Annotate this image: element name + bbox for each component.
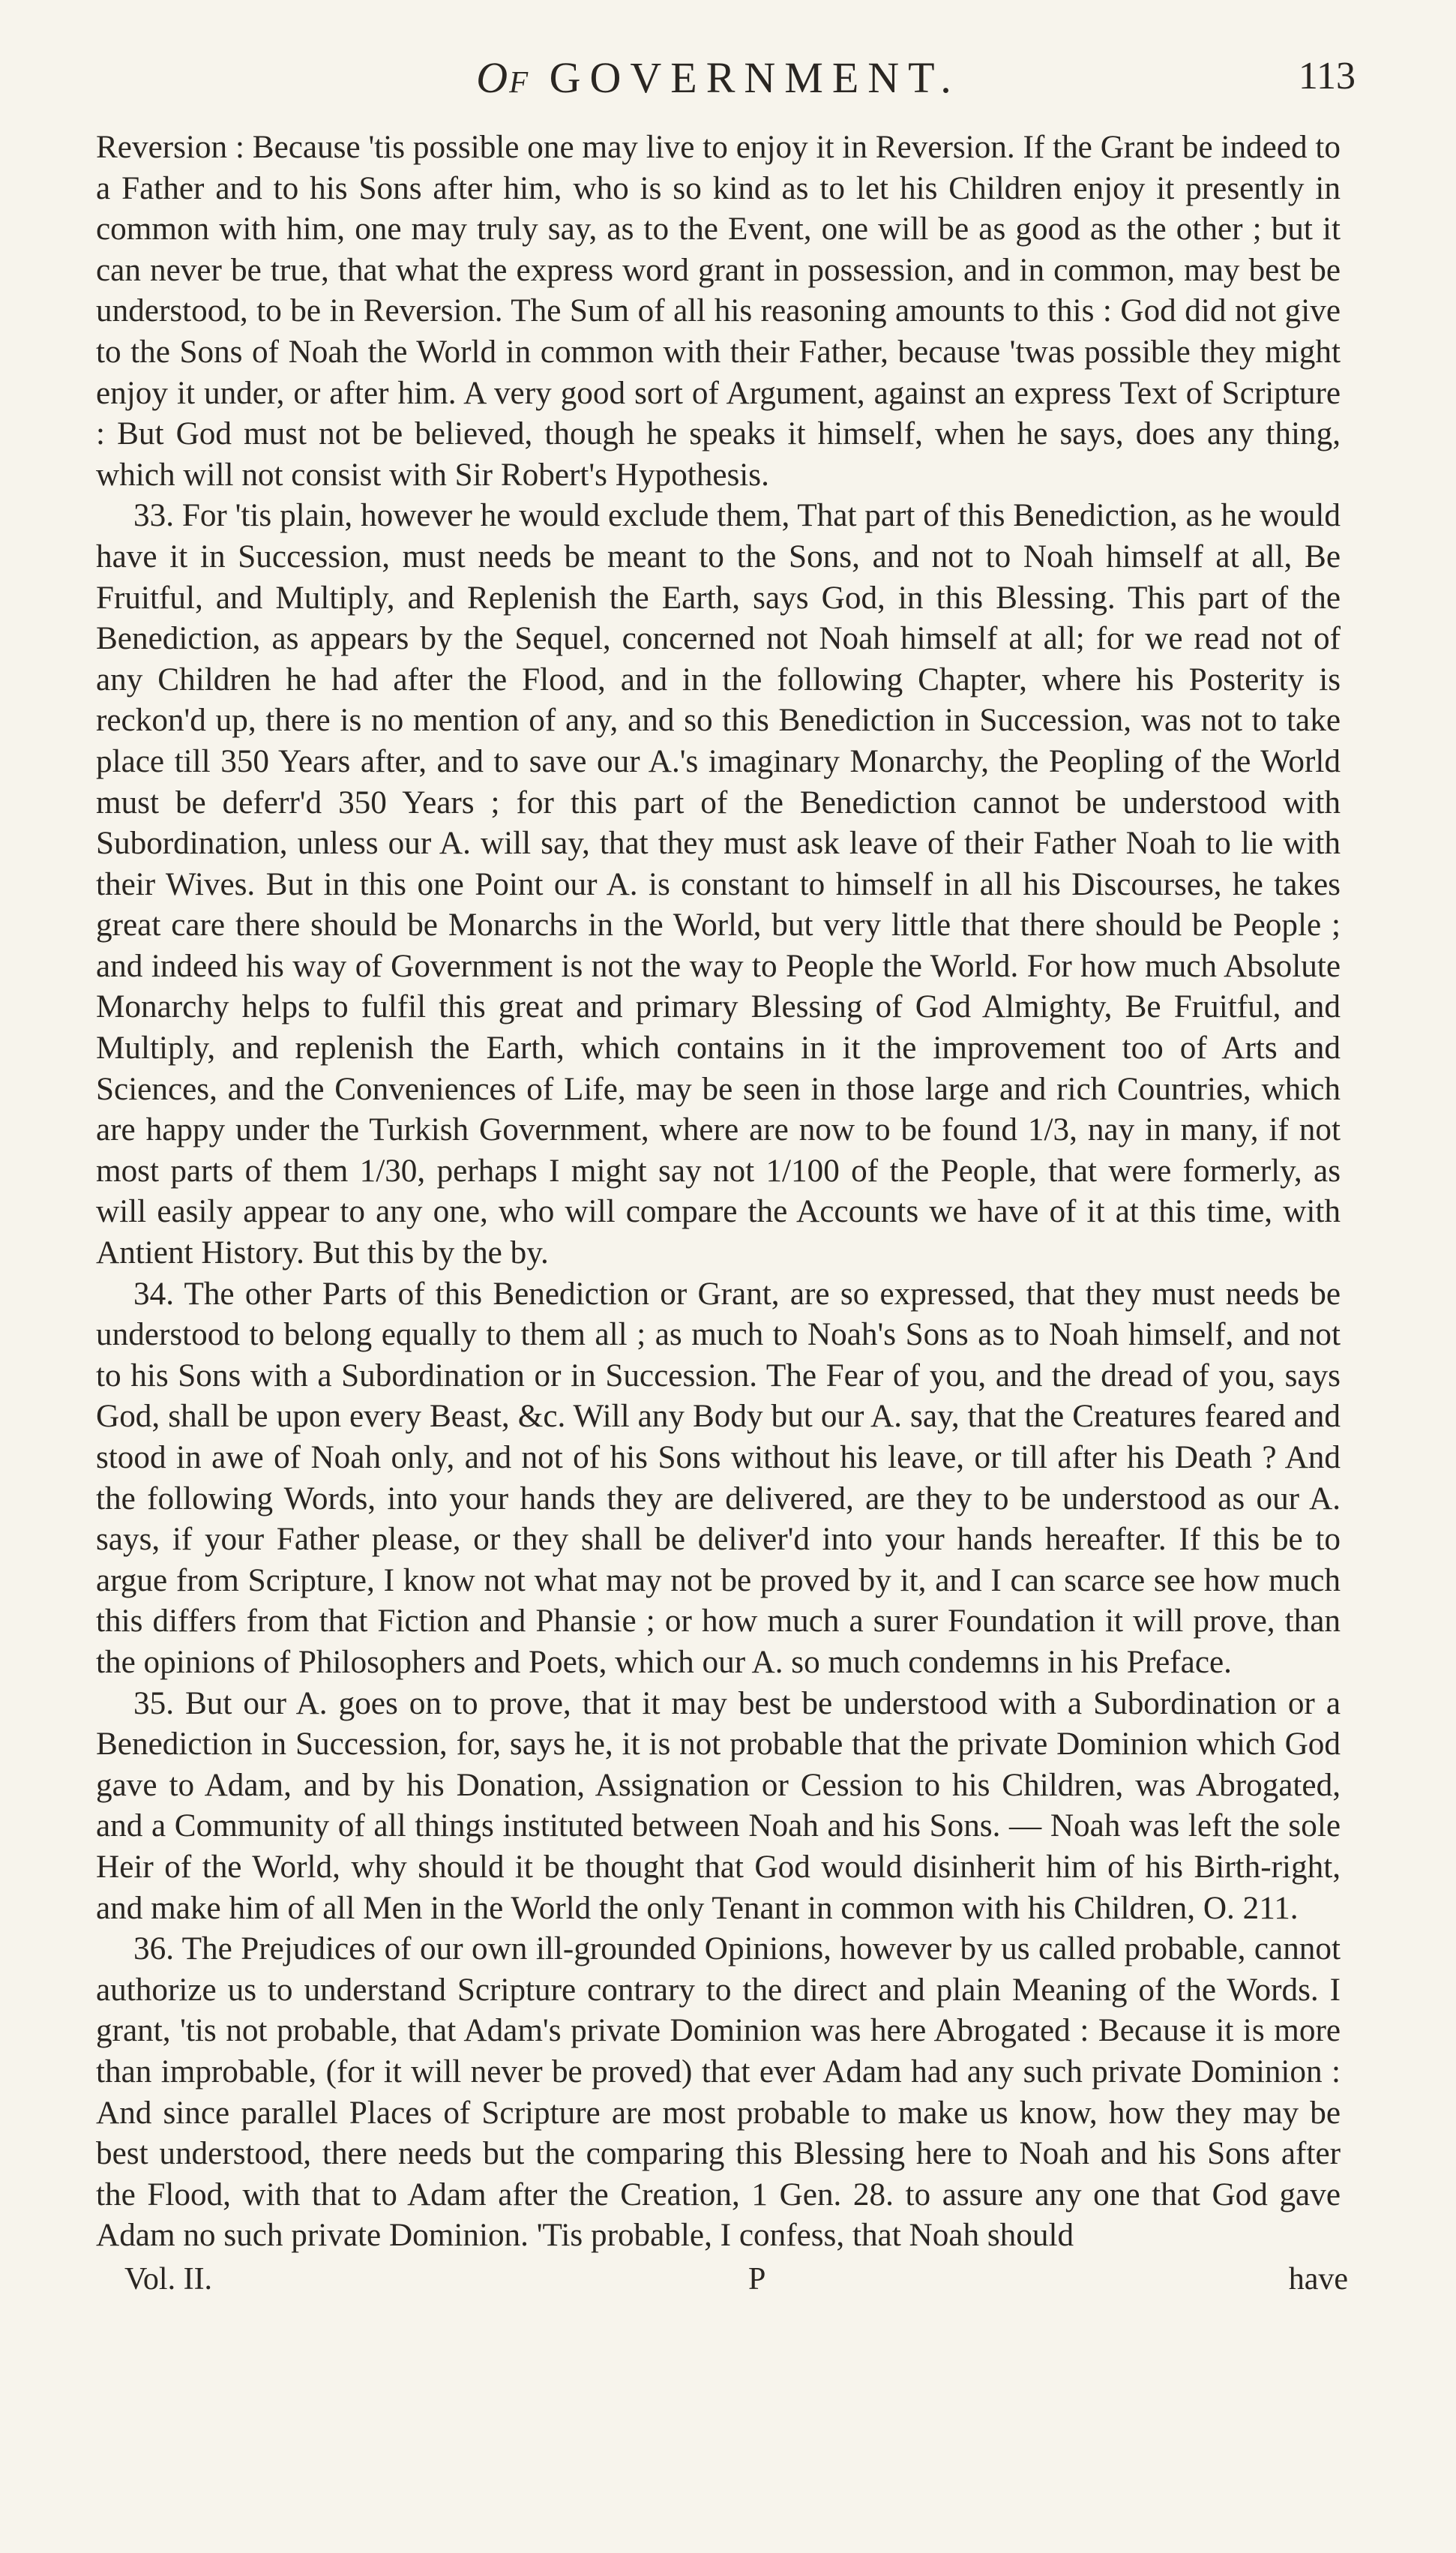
page-footer xyxy=(96,2261,1348,2306)
page-header xyxy=(96,45,1356,128)
volume-label: Vol. II. xyxy=(124,2261,213,2296)
paragraph-continuation: Reversion : Because 'tis possible one may live to enjoy it in Reversion. If the Grant be indeed to a Father and to his Sons after him, who is so kind as to let his Children enjoy it presently in common with him, one may truly say, as to the Event, one will be as good as the other ; but it can never be true, that what the express word grant in possession, and in common, may best be understood, to be in Reversion. The Sum of all his reasoning amounts to this : God did not give to the Sons of Noah the World in common with their Father, because 'twas possible they might enjoy it under, or after him. A very good sort of Argument, against an express Text of Scripture : But God must not be believed, though he speaks it himself, when he says, does any thing, which will not consist with Sir Robert's Hypothesis. xyxy=(96,130,1341,493)
document-page xyxy=(96,45,1356,2512)
body-text xyxy=(96,128,1341,2257)
paragraph-36: 36. The Prejudices of our own ill-grounded Opinions, however by us called probable, cannot authorize us to understand Scripture contrary to the direct and plain Meaning of the Words. I grant, 'tis not probable, that Adam's private Dominion was here Abrogated : Because it is more than improbable, (for it will never be proved) that ever Adam had any such private Dominion : And since parallel Places of Scripture are most probable to make us know, how they may be best understood, there needs but the comparing this Blessing here to Noah and his Sons after the Flood, with that to Adam after the Creation, 1 Gen. 28. to assure any one that God gave Adam no such private Dominion. 'Tis probable, I confess, that Noah should xyxy=(96,1931,1341,2254)
running-title-of: Of xyxy=(476,53,530,102)
paragraph-33: 33. For 'tis plain, however he would exclude them, That part of this Benediction, as he would have it in Succession, must needs be meant to the Sons, and not to Noah himself at all, Be Fruitful, and Multiply, and Replenish the Earth, says God, in this Blessing. This part of the Benediction, as appears by the Sequel, concerned not Noah himself at all; for we read not of any Children he had after the Flood, and in the following Chapter, where his Posterity is reckon'd up, there is no mention of any, and so this Benediction in Succession, was not to take place till 350 Years after, and to save our A.'s imaginary Monarchy, the Peopling of the World must be deferr'd 350 Years ; for this part of the Benediction cannot be understood with Subordination, unless our A. will say, that they must ask leave of their Father Noah to lie with their Wives. But in this one Point our A. is constant to himself in all his Discourses, he takes great care there should be Monarchs in the World, but very little that there should be People ; and indeed his way of Government is not the way to People the World. For how much Absolute Monarchy helps to fulfil this great and primary Blessing of God Almighty, Be Fruitful, and Multiply, and replenish the Earth, which contains in it the improvement too of Arts and Sciences, and the Conveniences of Life, may be seen in those large and rich Countries, which are happy under the Turkish Government, where are now to be found 1/3, nay in many, if not most parts of them 1/30, perhaps I might say not 1/100 of the People, that were formerly, as will easily appear to any one, who will compare the Accounts we have of it at this time, with Antient History. But this by the by. xyxy=(96,498,1341,1271)
page-number: 113 xyxy=(1298,55,1356,98)
running-title-government: GOVERNMENT. xyxy=(549,53,960,102)
running-title xyxy=(96,52,1341,103)
catchword: have xyxy=(1288,2261,1348,2296)
signature-mark: P xyxy=(748,2261,766,2296)
paragraph-35: 35. But our A. goes on to prove, that it may best be understood with a Subordination or a Benediction in Succession, for, says he, it is not probable that the private Dominion which God gave to Adam, and by his Donation, Assignation or Cession to his Children, was Abrogated, and a Community of all things instituted between Noah and his Sons. — Noah was left the sole Heir of the World, why should it be thought that God would disinherit him of his Birth-right, and make him of all Men in the World the only Tenant in common with his Children, O. 211. xyxy=(96,1685,1341,1926)
paragraph-34: 34. The other Parts of this Benediction or Grant, are so expressed, that they must needs be understood to belong equally to them all ; as much to Noah's Sons as to Noah himself, and not to his Sons with a Subordination or in Succession. The Fear of you, and the dread of you, says God, shall be upon every Beast, &c. Will any Body but our A. say, that the Creatures feared and stood in awe of Noah only, and not of his Sons without his leave, or till after his Death ? And the following Words, into your hands they are delivered, are they to be understood as our A. says, if your Father please, or they shall be deliver'd into your hands hereafter. If this be to argue from Scripture, I know not what may not be proved by it, and I can scarce see how much this differs from that Fiction and Phansie ; or how much a surer Foundation it will prove, than the opinions of Philosophers and Poets, which our A. so much condemns in his Preface. xyxy=(96,1276,1341,1680)
